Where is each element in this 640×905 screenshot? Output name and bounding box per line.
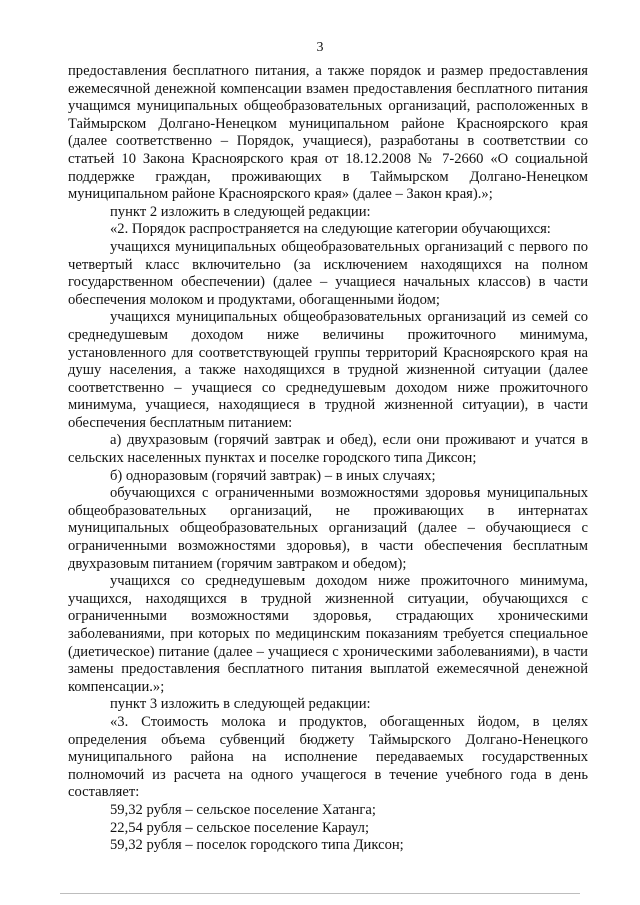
- paragraph-item-a: а) двухразовым (горячий завтрак и обед), если они проживают и учатся в сельских населенных пунктах и поселке городского типа Диксон;: [68, 432, 588, 467]
- page-number: 3: [316, 40, 324, 55]
- paragraph-amend-point-2: пункт 2 изложить в следующей редакции:: [110, 203, 371, 220]
- paragraph-chronic-illness: учащихся со среднедушевым доходом ниже прожиточного минимума, учащихся, находящихся в трудной жизненной ситуации, обучающихся с ограниченными возможностями здоровья, страдающих хроническими заболеваниями, при которых по медицинским показаниям требуется специальное (диетическое) питание (далее – учащиеся с хроническими заболеваниями), в части замены предоставления бесплатного питания выплатой ежемесячной денежной компенсации.»;: [68, 573, 588, 695]
- paragraph-continuation: предоставления бесплатного питания, а также порядок и размер предоставления ежемесячной денежной компенсации взамен предоставления бесплатного питания учащимся муниципальных общеобразовательных организаций, расположенных в Таймырском Долгано-Ненецком муниципальном районе Красноярского края (далее соответственно – Порядок, учащиеся), разработаны в соответствии со статьей 10 Закона Красноярского края от 18.12.2008 № 7-2660 «О социальной поддержке граждан, проживающих в Таймырском Долгано-Ненецком муниципальном районе Красноярского края» (далее – Закон края).»;: [68, 63, 588, 203]
- paragraph-low-income-students: учащихся муниципальных общеобразовательных организаций из семей со среднедушевым доходом ниже величины прожиточного минимума, установленного для соответствующей группы территорий Красноярского края на душу населения, а также находящихся в трудной жизненной ситуации (далее соответственно – учащиеся со среднедушевым доходом ниже прожиточного минимума, учащиеся, находящиеся в трудной жизненной ситуации), в части обеспечения бесплатным питанием:: [68, 309, 588, 431]
- paragraph-cost-karaul: 22,54 рубля – сельское поселение Караул;: [110, 819, 369, 836]
- paragraph-disabled-students: обучающихся с ограниченными возможностями здоровья муниципальных общеобразовательных организаций, не проживающих в интернатах муниципальных общеобразовательных организаций (далее – обучающиеся с ограниченными возможностями здоровья), в части обеспечения бесплатным двухразовым питанием (горячим завтраком и обедом);: [68, 485, 588, 572]
- paragraph-primary-students: учащихся муниципальных общеобразовательных организаций с первого по четвертый класс включительно (за исключением находящихся на полном государственном обеспечении) (далее – учащиеся начальных классов) в части обеспечения молоком и продуктами, обогащенными йодом;: [68, 238, 588, 308]
- page-bottom-divider: [60, 893, 580, 894]
- paragraph-cost-dikson: 59,32 рубля – поселок городского типа Диксон;: [110, 837, 404, 854]
- paragraph-point-2-heading: «2. Порядок распространяется на следующие категории обучающихся:: [110, 221, 551, 238]
- paragraph-item-b: б) одноразовым (горячий завтрак) – в иных случаях;: [110, 467, 436, 484]
- paragraph-cost-khatanga: 59,32 рубля – сельское поселение Хатанга;: [110, 801, 376, 818]
- paragraph-amend-point-3: пункт 3 изложить в следующей редакции:: [110, 696, 371, 713]
- document-body: [68, 63, 588, 855]
- paragraph-point-3-cost: «3. Стоимость молока и продуктов, обогащенных йодом, в целях определения объема субвенций бюджету Таймырского Долгано-Ненецкого муниципального района на исполнение передаваемых государственных полномочий из расчета на одного учащегося в течение учебного года в день составляет:: [68, 713, 588, 801]
